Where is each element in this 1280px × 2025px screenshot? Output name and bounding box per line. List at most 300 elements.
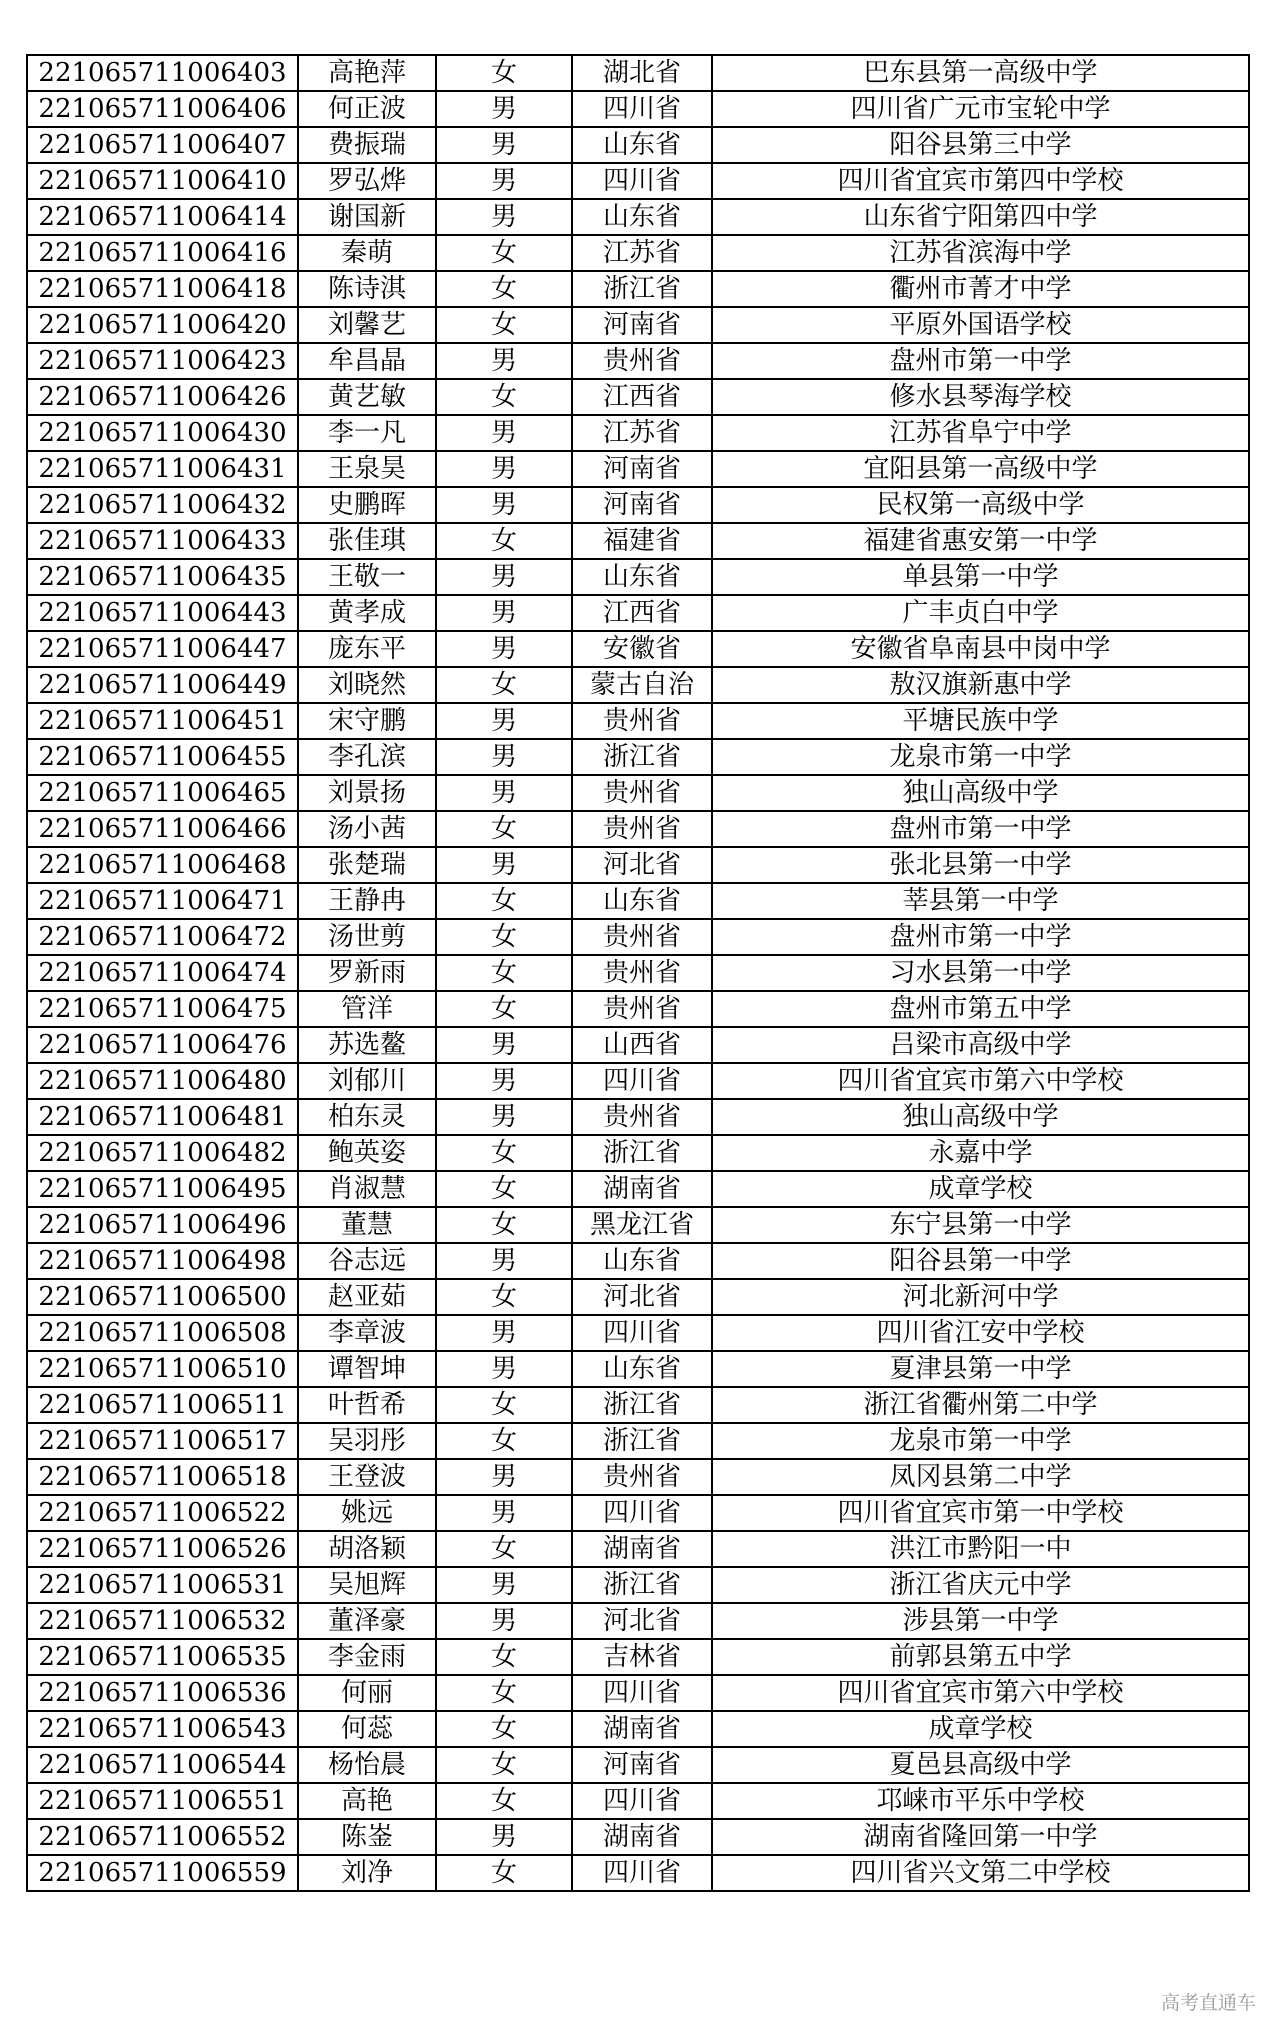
gender-cell: 男 (436, 847, 572, 883)
gender-cell: 男 (436, 1603, 572, 1639)
student-id-cell: 221065711006508 (27, 1315, 298, 1351)
table-row (27, 1135, 1249, 1171)
gender-cell: 女 (436, 271, 572, 307)
name-cell: 王登波 (298, 1459, 436, 1495)
name-cell: 何正波 (298, 91, 436, 127)
gender-cell: 男 (436, 163, 572, 199)
gender-cell: 女 (436, 55, 572, 91)
province-cell: 山东省 (572, 559, 712, 595)
gender-cell: 男 (436, 1495, 572, 1531)
province-cell: 河南省 (572, 487, 712, 523)
student-id-cell: 221065711006451 (27, 703, 298, 739)
gender-cell: 男 (436, 415, 572, 451)
table-row (27, 451, 1249, 487)
school-cell: 修水县琴海学校 (712, 379, 1249, 415)
student-id-cell: 221065711006472 (27, 919, 298, 955)
school-cell: 夏津县第一中学 (712, 1351, 1249, 1387)
name-cell: 李一凡 (298, 415, 436, 451)
name-cell: 刘净 (298, 1855, 436, 1891)
student-id-cell: 221065711006468 (27, 847, 298, 883)
school-cell: 江苏省滨海中学 (712, 235, 1249, 271)
table-row (27, 811, 1249, 847)
gender-cell: 女 (436, 1675, 572, 1711)
province-cell: 湖北省 (572, 55, 712, 91)
province-cell: 黑龙江省 (572, 1207, 712, 1243)
table-row (27, 1531, 1249, 1567)
table-row (27, 1819, 1249, 1855)
province-cell: 贵州省 (572, 955, 712, 991)
name-cell: 董泽豪 (298, 1603, 436, 1639)
name-cell: 费振瑞 (298, 127, 436, 163)
province-cell: 贵州省 (572, 811, 712, 847)
gender-cell: 女 (436, 1279, 572, 1315)
province-cell: 四川省 (572, 1063, 712, 1099)
province-cell: 四川省 (572, 1495, 712, 1531)
name-cell: 鲍英姿 (298, 1135, 436, 1171)
school-cell: 盘州市第一中学 (712, 919, 1249, 955)
gender-cell: 男 (436, 631, 572, 667)
name-cell: 黄孝成 (298, 595, 436, 631)
table-row (27, 1171, 1249, 1207)
student-id-cell: 221065711006433 (27, 523, 298, 559)
province-cell: 山东省 (572, 199, 712, 235)
province-cell: 江苏省 (572, 415, 712, 451)
school-cell: 吕梁市高级中学 (712, 1027, 1249, 1063)
student-id-cell: 221065711006406 (27, 91, 298, 127)
province-cell: 山东省 (572, 127, 712, 163)
gender-cell: 男 (436, 487, 572, 523)
name-cell: 谭智坤 (298, 1351, 436, 1387)
gender-cell: 女 (436, 235, 572, 271)
school-cell: 龙泉市第一中学 (712, 1423, 1249, 1459)
student-id-cell: 221065711006455 (27, 739, 298, 775)
province-cell: 四川省 (572, 91, 712, 127)
province-cell: 河北省 (572, 1279, 712, 1315)
student-id-cell: 221065711006532 (27, 1603, 298, 1639)
province-cell: 山西省 (572, 1027, 712, 1063)
student-id-cell: 221065711006449 (27, 667, 298, 703)
school-cell: 盘州市第五中学 (712, 991, 1249, 1027)
gender-cell: 男 (436, 1567, 572, 1603)
province-cell: 江西省 (572, 379, 712, 415)
school-cell: 盘州市第一中学 (712, 343, 1249, 379)
school-cell: 山东省宁阳第四中学 (712, 199, 1249, 235)
student-id-cell: 221065711006517 (27, 1423, 298, 1459)
school-cell: 平塘民族中学 (712, 703, 1249, 739)
table-row (27, 667, 1249, 703)
name-cell: 杨怡晨 (298, 1747, 436, 1783)
table-row (27, 1351, 1249, 1387)
table-row (27, 1315, 1249, 1351)
table-row (27, 991, 1249, 1027)
gender-cell: 女 (436, 811, 572, 847)
roster-table (26, 54, 1250, 1892)
school-cell: 阳谷县第一中学 (712, 1243, 1249, 1279)
gender-cell: 女 (436, 1207, 572, 1243)
school-cell: 阳谷县第三中学 (712, 127, 1249, 163)
table-row (27, 343, 1249, 379)
province-cell: 浙江省 (572, 739, 712, 775)
gender-cell: 女 (436, 1747, 572, 1783)
gender-cell: 女 (436, 1387, 572, 1423)
gender-cell: 男 (436, 559, 572, 595)
province-cell: 吉林省 (572, 1639, 712, 1675)
student-id-cell: 221065711006475 (27, 991, 298, 1027)
student-id-cell: 221065711006543 (27, 1711, 298, 1747)
student-id-cell: 221065711006410 (27, 163, 298, 199)
table-row (27, 919, 1249, 955)
name-cell: 谢国新 (298, 199, 436, 235)
school-cell: 四川省江安中学校 (712, 1315, 1249, 1351)
name-cell: 王泉昊 (298, 451, 436, 487)
school-cell: 四川省宜宾市第六中学校 (712, 1063, 1249, 1099)
name-cell: 汤世剪 (298, 919, 436, 955)
student-id-cell: 221065711006510 (27, 1351, 298, 1387)
student-id-cell: 221065711006518 (27, 1459, 298, 1495)
name-cell: 刘景扬 (298, 775, 436, 811)
province-cell: 四川省 (572, 1855, 712, 1891)
school-cell: 宜阳县第一高级中学 (712, 451, 1249, 487)
table-row (27, 1711, 1249, 1747)
student-id-cell: 221065711006414 (27, 199, 298, 235)
school-cell: 浙江省衢州第二中学 (712, 1387, 1249, 1423)
province-cell: 河南省 (572, 451, 712, 487)
student-id-cell: 221065711006481 (27, 1099, 298, 1135)
province-cell: 河南省 (572, 307, 712, 343)
student-id-cell: 221065711006511 (27, 1387, 298, 1423)
student-id-cell: 221065711006536 (27, 1675, 298, 1711)
student-id-cell: 221065711006435 (27, 559, 298, 595)
school-cell: 龙泉市第一中学 (712, 739, 1249, 775)
table-row (27, 1459, 1249, 1495)
name-cell: 吴旭辉 (298, 1567, 436, 1603)
gender-cell: 男 (436, 1243, 572, 1279)
province-cell: 湖南省 (572, 1711, 712, 1747)
name-cell: 柏东灵 (298, 1099, 436, 1135)
school-cell: 衢州市菁才中学 (712, 271, 1249, 307)
province-cell: 福建省 (572, 523, 712, 559)
gender-cell: 男 (436, 595, 572, 631)
name-cell: 刘馨艺 (298, 307, 436, 343)
name-cell: 高艳 (298, 1783, 436, 1819)
province-cell: 浙江省 (572, 1135, 712, 1171)
student-id-cell: 221065711006551 (27, 1783, 298, 1819)
province-cell: 江苏省 (572, 235, 712, 271)
province-cell: 湖南省 (572, 1819, 712, 1855)
school-cell: 习水县第一中学 (712, 955, 1249, 991)
name-cell: 牟昌晶 (298, 343, 436, 379)
province-cell: 河南省 (572, 1747, 712, 1783)
school-cell: 四川省宜宾市第六中学校 (712, 1675, 1249, 1711)
province-cell: 浙江省 (572, 1567, 712, 1603)
table-row (27, 415, 1249, 451)
student-id-cell: 221065711006432 (27, 487, 298, 523)
gender-cell: 男 (436, 451, 572, 487)
province-cell: 四川省 (572, 1315, 712, 1351)
name-cell: 赵亚茹 (298, 1279, 436, 1315)
student-id-cell: 221065711006559 (27, 1855, 298, 1891)
school-cell: 张北县第一中学 (712, 847, 1249, 883)
province-cell: 贵州省 (572, 1099, 712, 1135)
gender-cell: 男 (436, 739, 572, 775)
table-row (27, 199, 1249, 235)
table-row (27, 775, 1249, 811)
school-cell: 独山高级中学 (712, 775, 1249, 811)
table-row (27, 487, 1249, 523)
gender-cell: 男 (436, 703, 572, 739)
table-row (27, 127, 1249, 163)
name-cell: 史鹏晖 (298, 487, 436, 523)
name-cell: 刘晓然 (298, 667, 436, 703)
province-cell: 蒙古自治 (572, 667, 712, 703)
province-cell: 湖南省 (572, 1171, 712, 1207)
name-cell: 肖淑慧 (298, 1171, 436, 1207)
name-cell: 张楚瑞 (298, 847, 436, 883)
name-cell: 宋守鹏 (298, 703, 436, 739)
gender-cell: 男 (436, 1063, 572, 1099)
table-row (27, 559, 1249, 595)
gender-cell: 女 (436, 379, 572, 415)
student-id-cell: 221065711006495 (27, 1171, 298, 1207)
school-cell: 盘州市第一中学 (712, 811, 1249, 847)
province-cell: 山东省 (572, 883, 712, 919)
student-id-cell: 221065711006496 (27, 1207, 298, 1243)
table-row (27, 523, 1249, 559)
student-id-cell: 221065711006522 (27, 1495, 298, 1531)
gender-cell: 女 (436, 307, 572, 343)
school-cell: 四川省宜宾市第一中学校 (712, 1495, 1249, 1531)
school-cell: 成章学校 (712, 1171, 1249, 1207)
student-id-cell: 221065711006443 (27, 595, 298, 631)
name-cell: 黄艺敏 (298, 379, 436, 415)
gender-cell: 女 (436, 919, 572, 955)
gender-cell: 女 (436, 1711, 572, 1747)
table-row (27, 55, 1249, 91)
table-row (27, 1279, 1249, 1315)
province-cell: 江西省 (572, 595, 712, 631)
name-cell: 管洋 (298, 991, 436, 1027)
school-cell: 前郭县第五中学 (712, 1639, 1249, 1675)
student-id-cell: 221065711006544 (27, 1747, 298, 1783)
name-cell: 李金雨 (298, 1639, 436, 1675)
student-id-cell: 221065711006430 (27, 415, 298, 451)
province-cell: 浙江省 (572, 1423, 712, 1459)
table-row (27, 1567, 1249, 1603)
school-cell: 江苏省阜宁中学 (712, 415, 1249, 451)
table-row (27, 1207, 1249, 1243)
student-id-cell: 221065711006471 (27, 883, 298, 919)
name-cell: 姚远 (298, 1495, 436, 1531)
province-cell: 贵州省 (572, 343, 712, 379)
name-cell: 李孔滨 (298, 739, 436, 775)
name-cell: 吴羽彤 (298, 1423, 436, 1459)
province-cell: 四川省 (572, 1783, 712, 1819)
name-cell: 张佳琪 (298, 523, 436, 559)
school-cell: 夏邑县高级中学 (712, 1747, 1249, 1783)
student-id-cell: 221065711006474 (27, 955, 298, 991)
gender-cell: 女 (436, 1855, 572, 1891)
table-row (27, 595, 1249, 631)
school-cell: 民权第一高级中学 (712, 487, 1249, 523)
gender-cell: 女 (436, 1171, 572, 1207)
province-cell: 湖南省 (572, 1531, 712, 1567)
student-id-cell: 221065711006426 (27, 379, 298, 415)
name-cell: 董慧 (298, 1207, 436, 1243)
gender-cell: 男 (436, 1027, 572, 1063)
table-row (27, 1783, 1249, 1819)
name-cell: 刘郁川 (298, 1063, 436, 1099)
gender-cell: 女 (436, 955, 572, 991)
gender-cell: 男 (436, 127, 572, 163)
table-row (27, 1639, 1249, 1675)
student-id-cell: 221065711006447 (27, 631, 298, 667)
province-cell: 浙江省 (572, 1387, 712, 1423)
school-cell: 广丰贞白中学 (712, 595, 1249, 631)
table-row (27, 271, 1249, 307)
gender-cell: 男 (436, 1459, 572, 1495)
name-cell: 何丽 (298, 1675, 436, 1711)
name-cell: 秦萌 (298, 235, 436, 271)
roster-body (27, 55, 1249, 1891)
student-id-cell: 221065711006480 (27, 1063, 298, 1099)
table-row (27, 1495, 1249, 1531)
school-cell: 成章学校 (712, 1711, 1249, 1747)
school-cell: 平原外国语学校 (712, 307, 1249, 343)
student-id-cell: 221065711006526 (27, 1531, 298, 1567)
student-id-cell: 221065711006465 (27, 775, 298, 811)
gender-cell: 女 (436, 1423, 572, 1459)
school-cell: 四川省宜宾市第四中学校 (712, 163, 1249, 199)
student-id-cell: 221065711006407 (27, 127, 298, 163)
table-row (27, 1675, 1249, 1711)
table-row (27, 163, 1249, 199)
gender-cell: 女 (436, 1783, 572, 1819)
school-cell: 四川省兴文第二中学校 (712, 1855, 1249, 1891)
table-row (27, 1855, 1249, 1891)
gender-cell: 男 (436, 775, 572, 811)
student-id-cell: 221065711006476 (27, 1027, 298, 1063)
school-cell: 莘县第一中学 (712, 883, 1249, 919)
school-cell: 福建省惠安第一中学 (712, 523, 1249, 559)
table-row (27, 1387, 1249, 1423)
watermark-text: 高考直通车 (1160, 1992, 1256, 2014)
name-cell: 王敬一 (298, 559, 436, 595)
gender-cell: 女 (436, 667, 572, 703)
school-cell: 浙江省庆元中学 (712, 1567, 1249, 1603)
school-cell: 凤冈县第二中学 (712, 1459, 1249, 1495)
gender-cell: 女 (436, 991, 572, 1027)
table-row (27, 883, 1249, 919)
province-cell: 贵州省 (572, 991, 712, 1027)
table-row (27, 1603, 1249, 1639)
gender-cell: 女 (436, 1135, 572, 1171)
gender-cell: 女 (436, 523, 572, 559)
table-row (27, 847, 1249, 883)
gender-cell: 男 (436, 1099, 572, 1135)
name-cell: 苏选鳌 (298, 1027, 436, 1063)
table-row (27, 739, 1249, 775)
student-id-cell: 221065711006535 (27, 1639, 298, 1675)
name-cell: 罗新雨 (298, 955, 436, 991)
name-cell: 李章波 (298, 1315, 436, 1351)
school-cell: 敖汉旗新惠中学 (712, 667, 1249, 703)
student-id-cell: 221065711006482 (27, 1135, 298, 1171)
school-cell: 洪江市黔阳一中 (712, 1531, 1249, 1567)
table-row (27, 307, 1249, 343)
gender-cell: 男 (436, 91, 572, 127)
school-cell: 巴东县第一高级中学 (712, 55, 1249, 91)
student-id-cell: 221065711006531 (27, 1567, 298, 1603)
name-cell: 谷志远 (298, 1243, 436, 1279)
school-cell: 涉县第一中学 (712, 1603, 1249, 1639)
gender-cell: 女 (436, 1531, 572, 1567)
school-cell: 邛崃市平乐中学校 (712, 1783, 1249, 1819)
name-cell: 高艳萍 (298, 55, 436, 91)
province-cell: 四川省 (572, 163, 712, 199)
school-cell: 东宁县第一中学 (712, 1207, 1249, 1243)
gender-cell: 男 (436, 199, 572, 235)
province-cell: 贵州省 (572, 1459, 712, 1495)
school-cell: 安徽省阜南县中岗中学 (712, 631, 1249, 667)
gender-cell: 女 (436, 1639, 572, 1675)
school-cell: 永嘉中学 (712, 1135, 1249, 1171)
table-row (27, 1099, 1249, 1135)
school-cell: 四川省广元市宝轮中学 (712, 91, 1249, 127)
name-cell: 罗弘烨 (298, 163, 436, 199)
gender-cell: 男 (436, 1819, 572, 1855)
table-row (27, 703, 1249, 739)
table-row (27, 1027, 1249, 1063)
gender-cell: 男 (436, 1351, 572, 1387)
table-row (27, 91, 1249, 127)
table-row (27, 235, 1249, 271)
table-row (27, 1243, 1249, 1279)
name-cell: 王静冉 (298, 883, 436, 919)
province-cell: 河北省 (572, 847, 712, 883)
gender-cell: 男 (436, 343, 572, 379)
student-id-cell: 221065711006500 (27, 1279, 298, 1315)
table-row (27, 1423, 1249, 1459)
student-id-cell: 221065711006431 (27, 451, 298, 487)
student-id-cell: 221065711006423 (27, 343, 298, 379)
gender-cell: 女 (436, 883, 572, 919)
student-id-cell: 221065711006403 (27, 55, 298, 91)
name-cell: 叶哲希 (298, 1387, 436, 1423)
province-cell: 河北省 (572, 1603, 712, 1639)
student-id-cell: 221065711006418 (27, 271, 298, 307)
school-cell: 单县第一中学 (712, 559, 1249, 595)
name-cell: 胡洛颖 (298, 1531, 436, 1567)
school-cell: 河北新河中学 (712, 1279, 1249, 1315)
province-cell: 贵州省 (572, 919, 712, 955)
province-cell: 山东省 (572, 1351, 712, 1387)
student-id-cell: 221065711006498 (27, 1243, 298, 1279)
province-cell: 安徽省 (572, 631, 712, 667)
student-id-cell: 221065711006416 (27, 235, 298, 271)
name-cell: 陈诗淇 (298, 271, 436, 307)
name-cell: 何蕊 (298, 1711, 436, 1747)
student-id-cell: 221065711006466 (27, 811, 298, 847)
student-id-cell: 221065711006552 (27, 1819, 298, 1855)
student-id-cell: 221065711006420 (27, 307, 298, 343)
name-cell: 汤小茜 (298, 811, 436, 847)
table-row (27, 1063, 1249, 1099)
table-row (27, 379, 1249, 415)
province-cell: 浙江省 (572, 271, 712, 307)
table-row (27, 955, 1249, 991)
name-cell: 陈崟 (298, 1819, 436, 1855)
table-row (27, 631, 1249, 667)
